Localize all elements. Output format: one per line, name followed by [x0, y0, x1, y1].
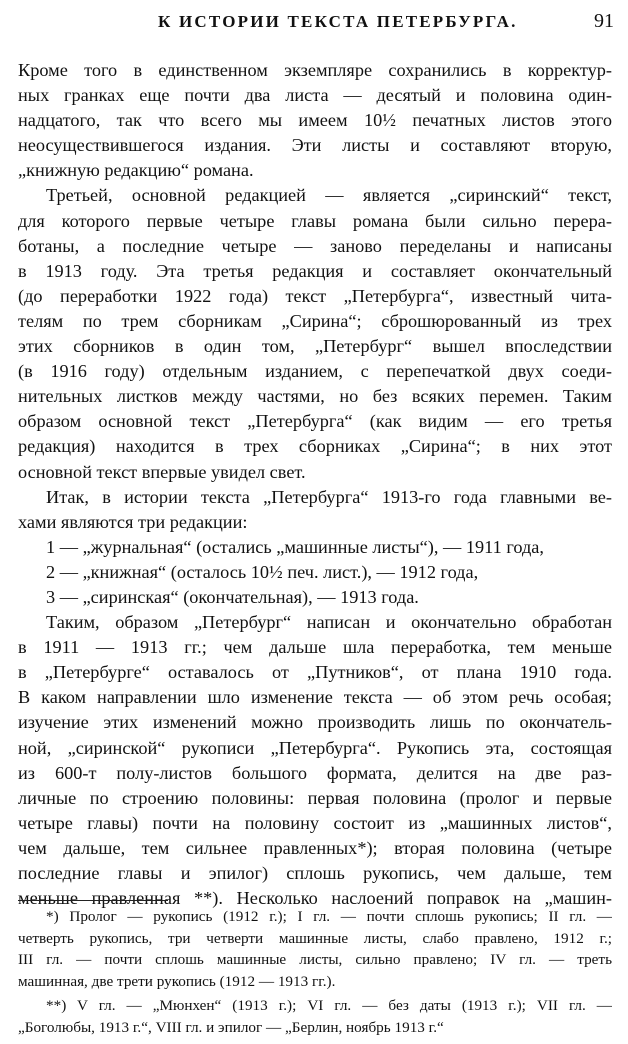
- paragraph-2: [18, 183, 612, 484]
- footnote-line: машинная, две трети рукопись (1912 — 1913 гг.).: [18, 973, 336, 991]
- paragraph-1: [18, 58, 612, 183]
- text-line: для которого первые четыре главы романа были сильно перера-: [18, 210, 612, 231]
- footnote-line: четверть рукопись, три четверти машинные листы, слабо правлено, 1912 г.;: [18, 929, 612, 947]
- text-line: Третьей, основной редакцией — является „сиринский“ текст,: [46, 185, 612, 206]
- text-line: образом основной текст „Петербурга“ (как видим — его третья: [18, 411, 612, 432]
- footnotes: [18, 906, 612, 1038]
- text-line: хами являются три редакции:: [18, 511, 248, 532]
- text-line: меньше правленная **). Несколько наслоений поправок на „машин-: [18, 888, 612, 909]
- text-line: телям по трем сборникам „Сирина“; сброшюрованный из трех: [18, 310, 612, 331]
- page-header: [18, 10, 614, 38]
- paragraph-4: [18, 610, 612, 911]
- text-line: неосуществившегося издания. Эти листы и составляют вторую,: [18, 135, 612, 156]
- text-line: Итак, в истории текста „Петербурга“ 1913-го года главными ве-: [46, 486, 612, 507]
- text-line: ботаны, а последние четыре — заново переделаны и написаны: [18, 235, 612, 256]
- text-line: последние главы и эпилог) сплошь рукопись, чем дальше, тем: [18, 863, 612, 883]
- list-item: 2 — „книжная“ (осталось 10½ печ. лист.), — 1912 года,: [46, 561, 479, 582]
- text-line: основной текст впервые увидел свет.: [18, 461, 306, 482]
- page-number: 91: [594, 10, 614, 32]
- text-line: из 600-т полу-листов большого формата, делится на две раз-: [18, 762, 612, 783]
- text-line: Таким, образом „Петербург“ написан и окончательно обработан: [46, 612, 612, 633]
- text-line: этих сборников в один том, „Петербург“ вышел впоследствии: [18, 336, 612, 357]
- text-line: „книжную редакцию“ романа.: [18, 160, 254, 181]
- footnote-line: *) Пролог — рукопись (1912 г.); I гл. — почти сплошь рукопись; II гл. —: [46, 908, 612, 925]
- text-line: личные по строению половины: первая половина (пролог и первые: [18, 787, 612, 808]
- editions-list: [18, 535, 612, 610]
- footnote-line: III гл. — почти сплошь машинные листы, сильно правлено; IV гл. — треть: [18, 951, 612, 969]
- text-line: изучение этих изменений можно производить лишь по окончатель-: [18, 712, 612, 733]
- text-line: (в 1916 году) отдельным изданием, с перепечаткой двух соеди-: [18, 361, 612, 382]
- footnote-line: **) V гл. — „Мюнхен“ (1913 г.); VI гл. — без даты (1913 г.); VII гл. —: [46, 996, 612, 1014]
- text-line: нительных листков между частями, но без всяких перемен. Таким: [18, 386, 612, 407]
- main-text: [18, 58, 612, 911]
- footnote-line: „Боголюбы, 1913 г.“, VIII гл. и эпилог — „Берлин, ноябрь 1913 г.“: [18, 1018, 444, 1036]
- text-line: ных гранках еще почти два листа — десятый и половина один-: [18, 85, 612, 106]
- text-line: ной, „сиринской“ рукописи „Петербурга“. Рукопись эта, состоящая: [18, 737, 612, 758]
- text-line: чем дальше, тем сильнее правленных*); вторая половина (четыре: [18, 837, 612, 858]
- text-line: надцатого, так что всего мы имеем 10½ печатных листов этого: [18, 110, 612, 131]
- text-line: (до переработки 1922 года) текст „Петербурга“, известный чита-: [18, 285, 612, 306]
- running-title: К ИСТОРИИ ТЕКСТА ПЕТЕРБУРГА.: [158, 12, 518, 31]
- list-item: 1 — „журнальная“ (остались „машинные листы“), — 1911 года,: [46, 536, 544, 557]
- text-line: в 1913 году. Эта третья редакция и составляет окончательный: [18, 260, 612, 281]
- text-line: В каком направлении шло изменение текста — об этом речь особая;: [18, 687, 612, 708]
- text-line: Кроме того в единственном экземпляре сохранились в корректур-: [18, 60, 612, 80]
- text-line: четыре главы) почти на половину состоит из „машинных листов“,: [18, 812, 612, 833]
- footnote-separator: [18, 900, 168, 901]
- text-line: в 1911 — 1913 гг.; чем дальше шла переработка, тем меньше: [18, 637, 612, 658]
- footnote-2: [18, 995, 612, 1038]
- text-line: в „Петербурге“ оставалось от „Путников“, от плана 1910 года.: [18, 662, 612, 683]
- paragraph-3: [18, 485, 612, 535]
- list-item: 3 — „сиринская“ (окончательная), — 1913 года.: [46, 586, 419, 607]
- text-line: редакция) находится в трех сборниках „Сирина“; в них этот: [18, 436, 612, 457]
- footnote-1: [18, 906, 612, 993]
